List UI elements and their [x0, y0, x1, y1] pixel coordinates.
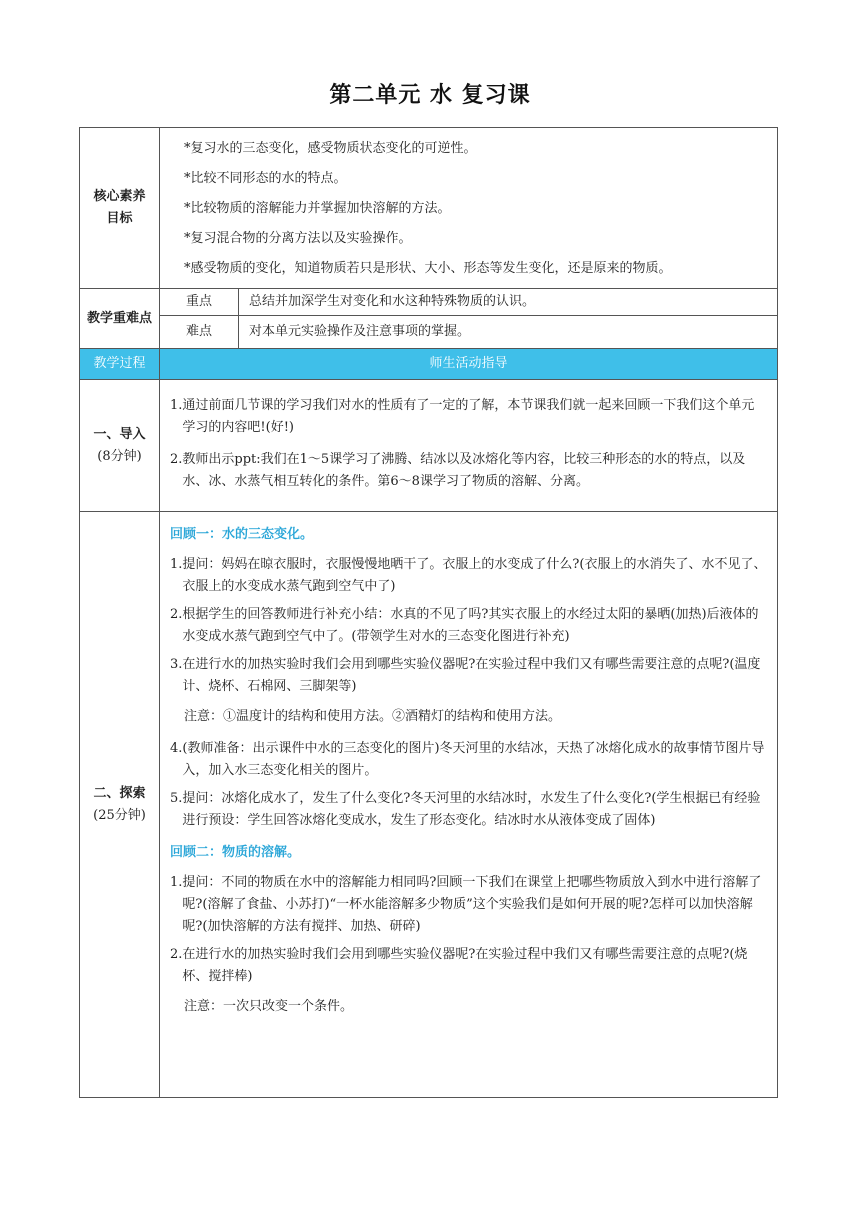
intro-label	[80, 380, 160, 512]
core-goals-label-line1: 核心素养	[93, 189, 146, 204]
key-points-label: 教学重难点	[80, 289, 160, 349]
process-header-row	[80, 349, 778, 380]
core-goals-row	[80, 128, 778, 289]
review2-heading: 回顾二：物质的溶解。	[170, 845, 301, 860]
list-item: 4. (教师准备：出示课件中水的三态变化的图片)冬天河里的水结冰，天热了冰熔化成水的故事情节图片导入，加入水三态变化相关的图片。	[170, 741, 765, 778]
explore-duration: (25分钟)	[93, 807, 146, 823]
intro-title: 一、导入	[93, 426, 146, 442]
goal-item: *比较不同形态的水的特点。	[184, 171, 347, 186]
goal-item: *感受物质的变化，知道物质若只是形状、大小、形态等发生变化，还是原来的物质。	[184, 261, 672, 276]
list-item: 2. 根据学生的回答教师进行补充小结：水真的不见了吗?其实衣服上的水经过太阳的暴晒(加热)后液体的水变成水蒸气跑到空气中了。(带领学生对水的三态变化图进行补充)	[170, 607, 759, 644]
review1-heading: 回顾一：水的三态变化。	[170, 527, 314, 542]
difficult-point-row	[80, 316, 778, 349]
difficult-point-label: 难点	[160, 316, 239, 349]
key-point-row	[80, 289, 778, 316]
explore-row	[80, 512, 778, 1098]
lesson-plan-table	[79, 127, 778, 1098]
review2-note: 注意：一次只改变一个条件。	[184, 999, 354, 1014]
explore-title: 二、探索	[93, 785, 146, 801]
list-item: 3. 在进行水的加热实验时我们会用到哪些实验仪器呢?在实验过程中我们又有哪些需要注意的点呢?(温度计、烧杯、石棉网、三脚架等)	[170, 657, 761, 694]
intro-content	[160, 380, 778, 512]
explore-label	[80, 512, 160, 1098]
intro-duration: (8分钟)	[97, 448, 142, 464]
list-item: 5. 提问：冰熔化成水了，发生了什么变化?冬天河里的水结冰时，水发生了什么变化?(学生根据已有经验进行预设：学生回答冰熔化变成水，发生了形态变化。结冰时水从液体变成了固体)	[170, 791, 761, 828]
process-header-left: 教学过程	[80, 349, 160, 380]
core-goals-label-line2: 目标	[106, 211, 133, 226]
explore-content	[160, 512, 778, 1098]
key-point-label: 重点	[160, 289, 239, 316]
core-goals-label	[80, 128, 160, 289]
core-goals-list	[160, 128, 778, 289]
goal-item: *复习水的三态变化，感受物质状态变化的可逆性。	[184, 141, 477, 156]
goal-item: *比较物质的溶解能力并掌握加快溶解的方法。	[184, 201, 451, 216]
goal-item: *复习混合物的分离方法以及实验操作。	[184, 231, 412, 246]
review1-note: 注意：①温度计的结构和使用方法。②酒精灯的结构和使用方法。	[184, 709, 562, 724]
difficult-point-text: 对本单元实验操作及注意事项的掌握。	[239, 316, 778, 349]
list-item: 2. 教师出示ppt:我们在1～5课学习了沸腾、结冰以及冰熔化等内容，比较三种形态的水的特点，以及水、冰、水蒸气相互转化的条件。第6～8课学习了物质的溶解、分离。	[170, 451, 746, 489]
list-item: 1. 通过前面几节课的学习我们对水的性质有了一定的了解，本节课我们就一起来回顾一下我们这个单元学习的内容吧!(好!)	[170, 397, 755, 435]
list-item: 1. 提问：妈妈在晾衣服时，衣服慢慢地晒干了。衣服上的水变成了什么?(衣服上的水消失了、水不见了、衣服上的水变成水蒸气跑到空气中了)	[170, 557, 767, 594]
process-header-right: 师生活动指导	[160, 349, 778, 380]
page-title: 第二单元 水 复习课	[329, 83, 531, 108]
list-item: 2. 在进行水的加热实验时我们会用到哪些实验仪器呢?在实验过程中我们又有哪些需要注意的点呢?(烧杯、搅拌棒)	[170, 947, 748, 984]
key-point-text: 总结并加深学生对变化和水这种特殊物质的认识。	[239, 289, 778, 316]
intro-row	[80, 380, 778, 512]
list-item: 1. 提问：不同的物质在水中的溶解能力相同吗?回顾一下我们在课堂上把哪些物质放入到水中进行溶解了呢?(溶解了食盐、小苏打)“一杯水能溶解多少物质”这个实验我们是如何开展的呢?怎样可以加快溶解呢?(加快溶解的方法有搅拌、加热、研碎)	[170, 875, 762, 934]
